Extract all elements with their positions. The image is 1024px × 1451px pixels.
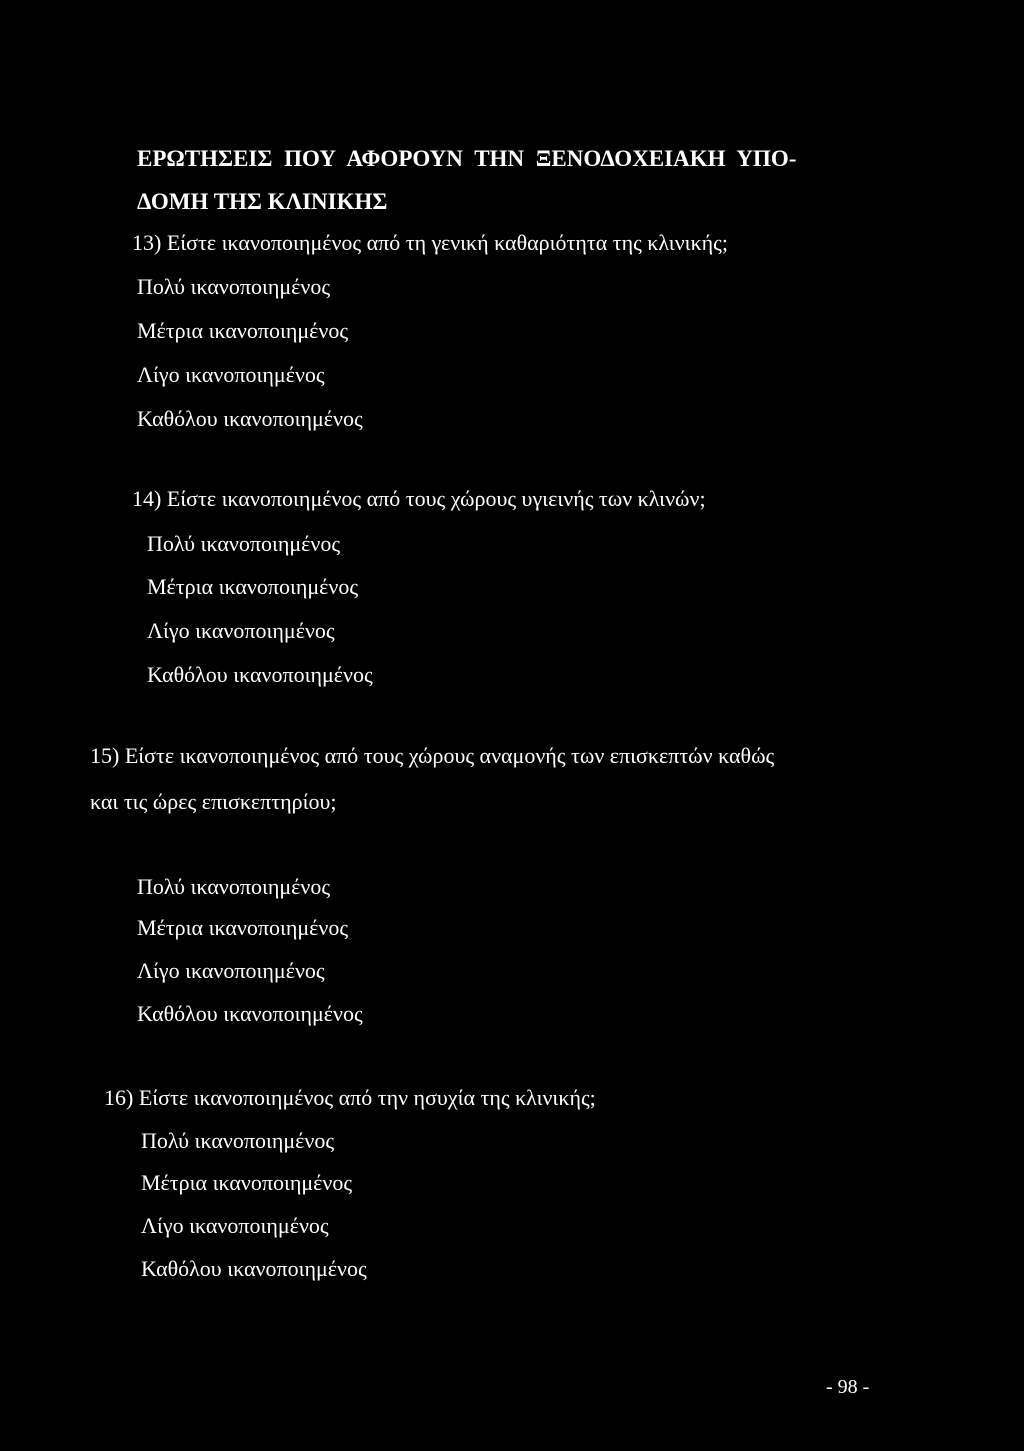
question-13-option-2: Μέτρια ικανοποιημένος: [137, 318, 349, 343]
page-heading-line-1: ΕΡΩΤΗΣΕΙΣ ΠΟΥ ΑΦΟΡΟΥΝ ΤΗΝ ΞΕΝΟΔΟΧΕΙΑΚΗ ΥΠΟ-: [137, 146, 797, 171]
page-heading-line-2: ΔΟΜΗ ΤΗΣ ΚΛΙΝΙΚΗΣ: [137, 189, 388, 214]
question-15-option-3: Λίγο ικανοποιημένος: [137, 958, 325, 983]
question-16-option-4: Καθόλου ικανοποιημένος: [141, 1256, 367, 1281]
question-16-option-1: Πολύ ικανοποιημένος: [141, 1128, 335, 1153]
question-15-option-1: Πολύ ικανοποιημένος: [137, 874, 331, 899]
question-15-option-4: Καθόλου ικανοποιημένος: [137, 1001, 363, 1026]
question-16-option-2: Μέτρια ικανοποιημένος: [141, 1170, 353, 1195]
question-14: 14) Είστε ικανοποιημένος από τους χώρους υγιεινής των κλινών;: [132, 486, 706, 511]
question-14-option-4: Καθόλου ικανοποιημένος: [147, 662, 373, 687]
question-16: 16) Είστε ικανοποιημένος από την ησυχία της κλινικής;: [104, 1085, 596, 1110]
question-15-option-2: Μέτρια ικανοποιημένος: [137, 915, 349, 940]
question-15-continued: και τις ώρες επισκεπτηρίου;: [90, 789, 337, 814]
question-14-option-2: Μέτρια ικανοποιημένος: [147, 574, 359, 599]
question-13-option-3: Λίγο ικανοποιημένος: [137, 362, 325, 387]
question-14-option-1: Πολύ ικανοποιημένος: [147, 531, 341, 556]
question-14-option-3: Λίγο ικανοποιημένος: [147, 618, 335, 643]
question-13: 13) Είστε ικανοποιημένος από τη γενική καθαριότητα της κλινικής;: [132, 230, 728, 255]
question-13-option-1: Πολύ ικανοποιημένος: [137, 274, 331, 299]
page-number: - 98 -: [826, 1376, 870, 1398]
question-13-option-4: Καθόλου ικανοποιημένος: [137, 406, 363, 431]
question-16-option-3: Λίγο ικανοποιημένος: [141, 1213, 329, 1238]
question-15: 15) Είστε ικανοποιημένος από τους χώρους αναμονής των επισκεπτών καθώς: [90, 743, 775, 768]
